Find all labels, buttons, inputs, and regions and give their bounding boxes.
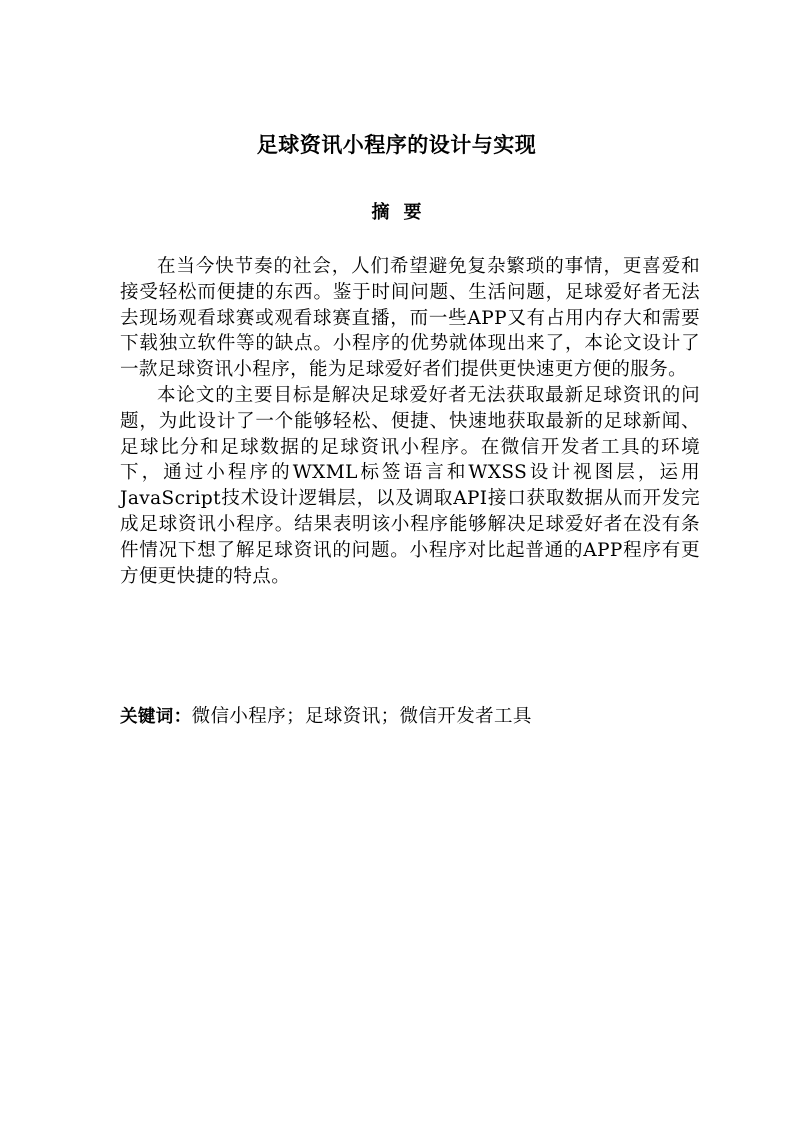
keywords-label: 关键词： [120, 707, 192, 727]
abstract-heading [0, 199, 793, 227]
keywords-line [120, 704, 700, 730]
keywords-text: 微信小程序；足球资讯；微信开发者工具 [191, 706, 532, 727]
abstract-paragraph-2: 本论文的主要目标是解决足球爱好者无法获取最新足球资讯的问题，为此设计了一个能够轻松、便捷、快速地获取最新的足球新闻、足球比分和足球数据的足球资讯小程序。在微信开发者工具的环境下，通过小程序的WXML标签语言和WXSS设计视图层，运用JavaScript技术设计逻辑层，以及调取API接口获取数据从而开发完成足球资讯小程序。结果表明该小程序能够解决足球爱好者在没有条件情况下想了解足球资讯的问题。小程序对比起普通的APP程序有更方便更快捷的特点。 [120, 384, 700, 587]
abstract-body [120, 254, 700, 589]
abstract-heading-char: 摘 [371, 202, 390, 223]
document-title: 足球资讯小程序的设计与实现 [256, 133, 537, 157]
abstract-paragraph-1: 在当今快节奏的社会，人们希望避免复杂繁琐的事情，更喜爱和接受轻松而便捷的东西。鉴于时间问题、生活问题，足球爱好者无法去现场观看球赛或观看球赛直播，而一些APP又有占用内存大和需要下载独立软件等的缺点。小程序的优势就体现出来了，本论文设计了一款足球资讯小程序，能为足球爱好者们提供更快速更方便的服务。 [120, 256, 700, 381]
abstract-heading-char: 要 [403, 202, 422, 223]
